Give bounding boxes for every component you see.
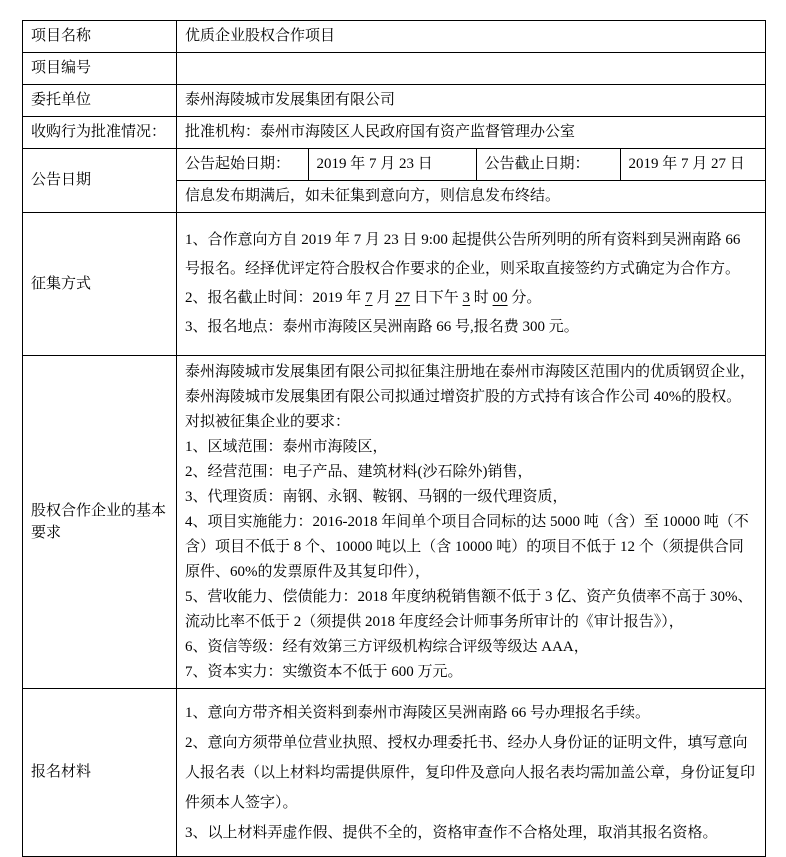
deadline-sep1: 月 [372, 290, 396, 306]
entrusting-unit-label: 委托单位 [23, 85, 177, 117]
requirement-item-1: 1、区域范围：泰州市海陵区， [185, 438, 388, 455]
deadline-month: 7 [365, 290, 373, 306]
materials-item-3: 3、以上材料弄虚作假、提供不全的，资格审查作不合格处理，取消其报名资格。 [185, 824, 718, 841]
materials-item-2: 2、意向方须带单位营业执照、授权办理委托书、经办人身份证的证明文件，填写意向人报名表（以上材料均需提供原件，复印件及意向人报名表均需加盖公章，身份证复印件须本人签字）。 [185, 734, 756, 811]
solicitation-line-1: 1、合作意向方自 2019 年 7 月 23 日 9:00 起提供公告所列明的所有资料到吴洲南路 66 号报名。经择优评定符合股权合作要求的企业，则采取直接签约方式确定为合作方。 [185, 232, 741, 277]
project-name-label: 项目名称 [23, 21, 177, 53]
row-entrusting-unit [23, 85, 766, 117]
end-date-value: 2019 年 7 月 27 日 [620, 149, 766, 181]
announcement-date-inner-table [177, 149, 766, 212]
project-name-value: 优质企业股权合作项目 [177, 21, 766, 53]
row-approval-status [23, 117, 766, 149]
materials-item-1: 1、意向方带齐相关资料到泰州市海陵区吴洲南路 66 号办理报名手续。 [185, 704, 651, 721]
application-materials-content [177, 689, 766, 857]
solicitation-method-content [177, 213, 766, 356]
requirement-item-6: 6、资信等级：经有效第三方评级机构综合评级等级达 AAA， [185, 638, 589, 655]
deadline-day: 27 [395, 290, 411, 306]
requirements-heading: 对拟被征集企业的要求： [185, 413, 351, 430]
announcement-date-range-row [177, 149, 766, 181]
application-materials-label: 报名材料 [23, 689, 177, 857]
requirement-item-3: 3、代理资质：南钢、永钢、鞍钢、马钢的一级代理资质， [185, 488, 568, 505]
start-date-label: 公告起始日期： [177, 149, 308, 181]
row-announcement-date [23, 149, 766, 213]
end-date-label: 公告截止日期： [476, 149, 620, 181]
announcement-note-row [177, 181, 766, 213]
deadline-hour: 3 [462, 290, 471, 306]
solicitation-method-label: 征集方式 [23, 213, 177, 356]
project-number-value [177, 53, 766, 85]
approval-status-value: 批准机构：泰州市海陵区人民政府国有资产监督管理办公室 [177, 117, 766, 149]
project-number-label: 项目编号 [23, 53, 177, 85]
entrusting-unit-value: 泰州海陵城市发展集团有限公司 [177, 85, 766, 117]
row-project-name [23, 21, 766, 53]
requirements-intro: 泰州海陵城市发展集团有限公司拟征集注册地在泰州市海陵区范围内的优质钢贸企业，泰州海陵城市发展集团有限公司拟通过增资扩股的方式持有该合作公司 40%的股权。 [185, 363, 756, 405]
row-project-number [23, 53, 766, 85]
deadline-sep2: 日下午 [410, 290, 463, 306]
announcement-table [22, 20, 766, 857]
row-solicitation-method [23, 213, 766, 356]
deadline-minute: 00 [492, 290, 508, 306]
deadline-prefix: 2、报名截止时间：2019 年 [185, 290, 366, 306]
announcement-date-label: 公告日期 [23, 149, 177, 213]
announcement-note: 信息发布期满后，如未征集到意向方，则信息发布终结。 [177, 181, 766, 213]
requirement-item-5: 5、营收能力、偿债能力：2018 年度纳税销售额不低于 3 亿、资产负债率不高于 30%、流动比率不低于 2（须提供 2018 年度经会计师事务所审计的《审计报告》）， [185, 588, 753, 630]
approval-status-label: 收购行为批准情况： [23, 117, 177, 149]
deadline-suffix: 分。 [507, 290, 542, 306]
announcement-date-cell [177, 149, 766, 213]
solicitation-line-3: 3、报名地点：泰州市海陵区吴洲南路 66 号,报名费 300 元。 [185, 319, 579, 335]
row-basic-requirements [23, 356, 766, 689]
solicitation-line-2 [185, 284, 757, 313]
basic-requirements-label: 股权合作企业的基本要求 [23, 356, 177, 689]
row-application-materials [23, 689, 766, 857]
requirement-item-7: 7、资本实力：实缴资本不低于 600 万元。 [185, 663, 463, 680]
deadline-sep3: 时 [470, 290, 493, 306]
requirement-item-4: 4、项目实施能力：2016-2018 年间单个项目合同标的达 5000 吨（含）至 10000 吨（不含）项目不低于 8 个、10000 吨以上（含 10000 吨）的项目不低于 12 个（须提供合同原件、60%的发票原件及其复印件）， [185, 513, 749, 580]
basic-requirements-content [177, 356, 766, 689]
start-date-value: 2019 年 7 月 23 日 [308, 149, 476, 181]
requirement-item-2: 2、经营范围：电子产品、建筑材料(沙石除外)销售， [185, 463, 533, 480]
